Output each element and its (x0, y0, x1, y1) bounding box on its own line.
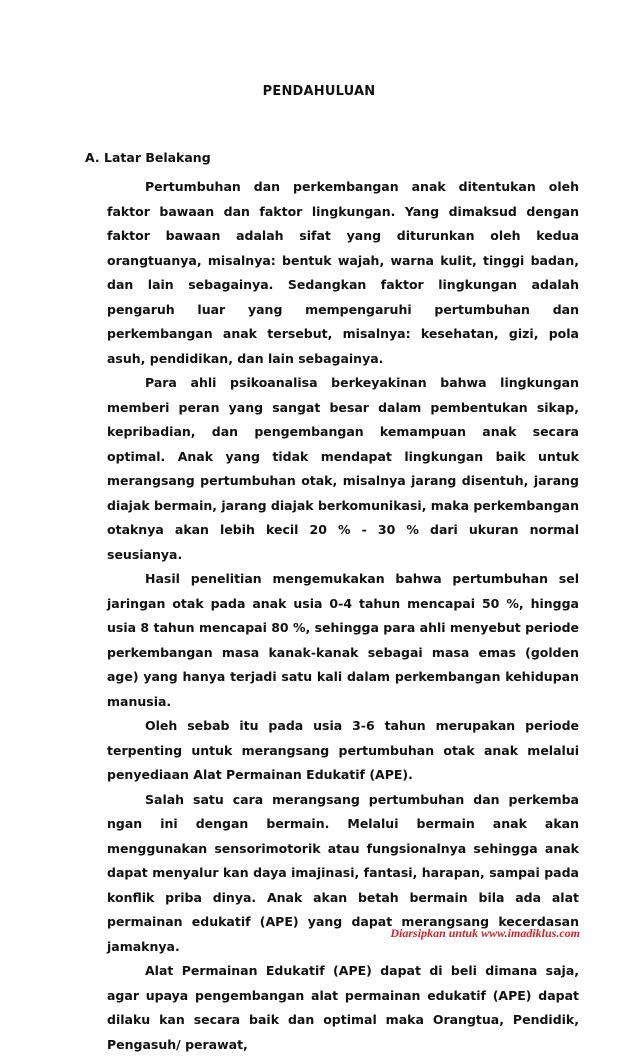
paragraph-2: Para ahli psikoanalisa berkeyakinan bahwa lingkungan memberi peran yang sangat besar dalam pembentukan sikap, kepribadian, dan pengembangan kemampuan anak secara optimal. Anak yang tidak mendapat lingkungan baik untuk merangsang pertumbuhan otak, misalnya jarang disentuh, jarang diajak bermain, jarang diajak berkomunikasi, maka perkembangan otaknya akan lebih kecil 20 % - 30 % dari ukuran normal seusianya. (107, 375, 579, 562)
paragraph-5: Salah satu cara merangsang pertumbuhan dan perkemba ngan ini dengan bermain. Melalui bermain anak akan menggunakan sensorimotorik atau fungsionalnya sehingga anak dapat menyalur kan daya imajinasi, fantasi, harapan, sampai pada konflik priba dinya. Anak akan betah bermain bila ada alat permainan edukatif (APE) yang dapat merangsang kecerdasan jamaknya. (107, 791, 579, 954)
paragraph-3: Hasil penelitian mengemukakan bahwa pertumbuhan sel jaringan otak pada anak usia 0-4 tahun mencapai 50 %, hingga usia 8 tahun mencapai 80 %, sehingga para ahli menyebut periode perkembangan masa kanak-kanak sebagai masa emas (golden age) yang hanya terjadi satu kali dalam perkembangan kehidupan manusia. (107, 571, 579, 709)
body-text (107, 175, 579, 1057)
section-heading: A. Latar Belakang (85, 150, 211, 165)
paragraph-6: Alat Permainan Edukatif (APE) dapat di beli dimana saja, agar upaya pengembangan alat permainan edukatif (APE) dapat dilaku kan secara baik dan optimal maka Orangtua, Pendidik, Pengasuh/ perawat, (107, 963, 579, 1052)
paragraph-1: Pertumbuhan dan perkembangan anak ditentukan oleh faktor bawaan dan faktor lingkungan. Yang dimaksud dengan faktor bawaan adalah sifat yang diturunkan oleh kedua orangtuanya, misalnya: bentuk wajah, warna kulit, tinggi badan, dan lain sebagainya. Sedangkan faktor lingkungan adalah pengaruh luar yang mempengaruhi pertumbuhan dan perkembangan anak tersebut, misalnya: kesehatan, gizi, pola asuh, pendidikan, dan lain sebagainya. (107, 179, 579, 366)
page-title: PENDAHULUAN (262, 84, 376, 99)
paragraph-4: Oleh sebab itu pada usia 3-6 tahun merupakan periode terpenting untuk merangsang pertumbuhan otak anak melalui penyediaan Alat Permainan Edukatif (APE). (107, 718, 579, 782)
footer-archive-note: Diarsipkan untuk www.imadiklus.com (390, 926, 580, 940)
